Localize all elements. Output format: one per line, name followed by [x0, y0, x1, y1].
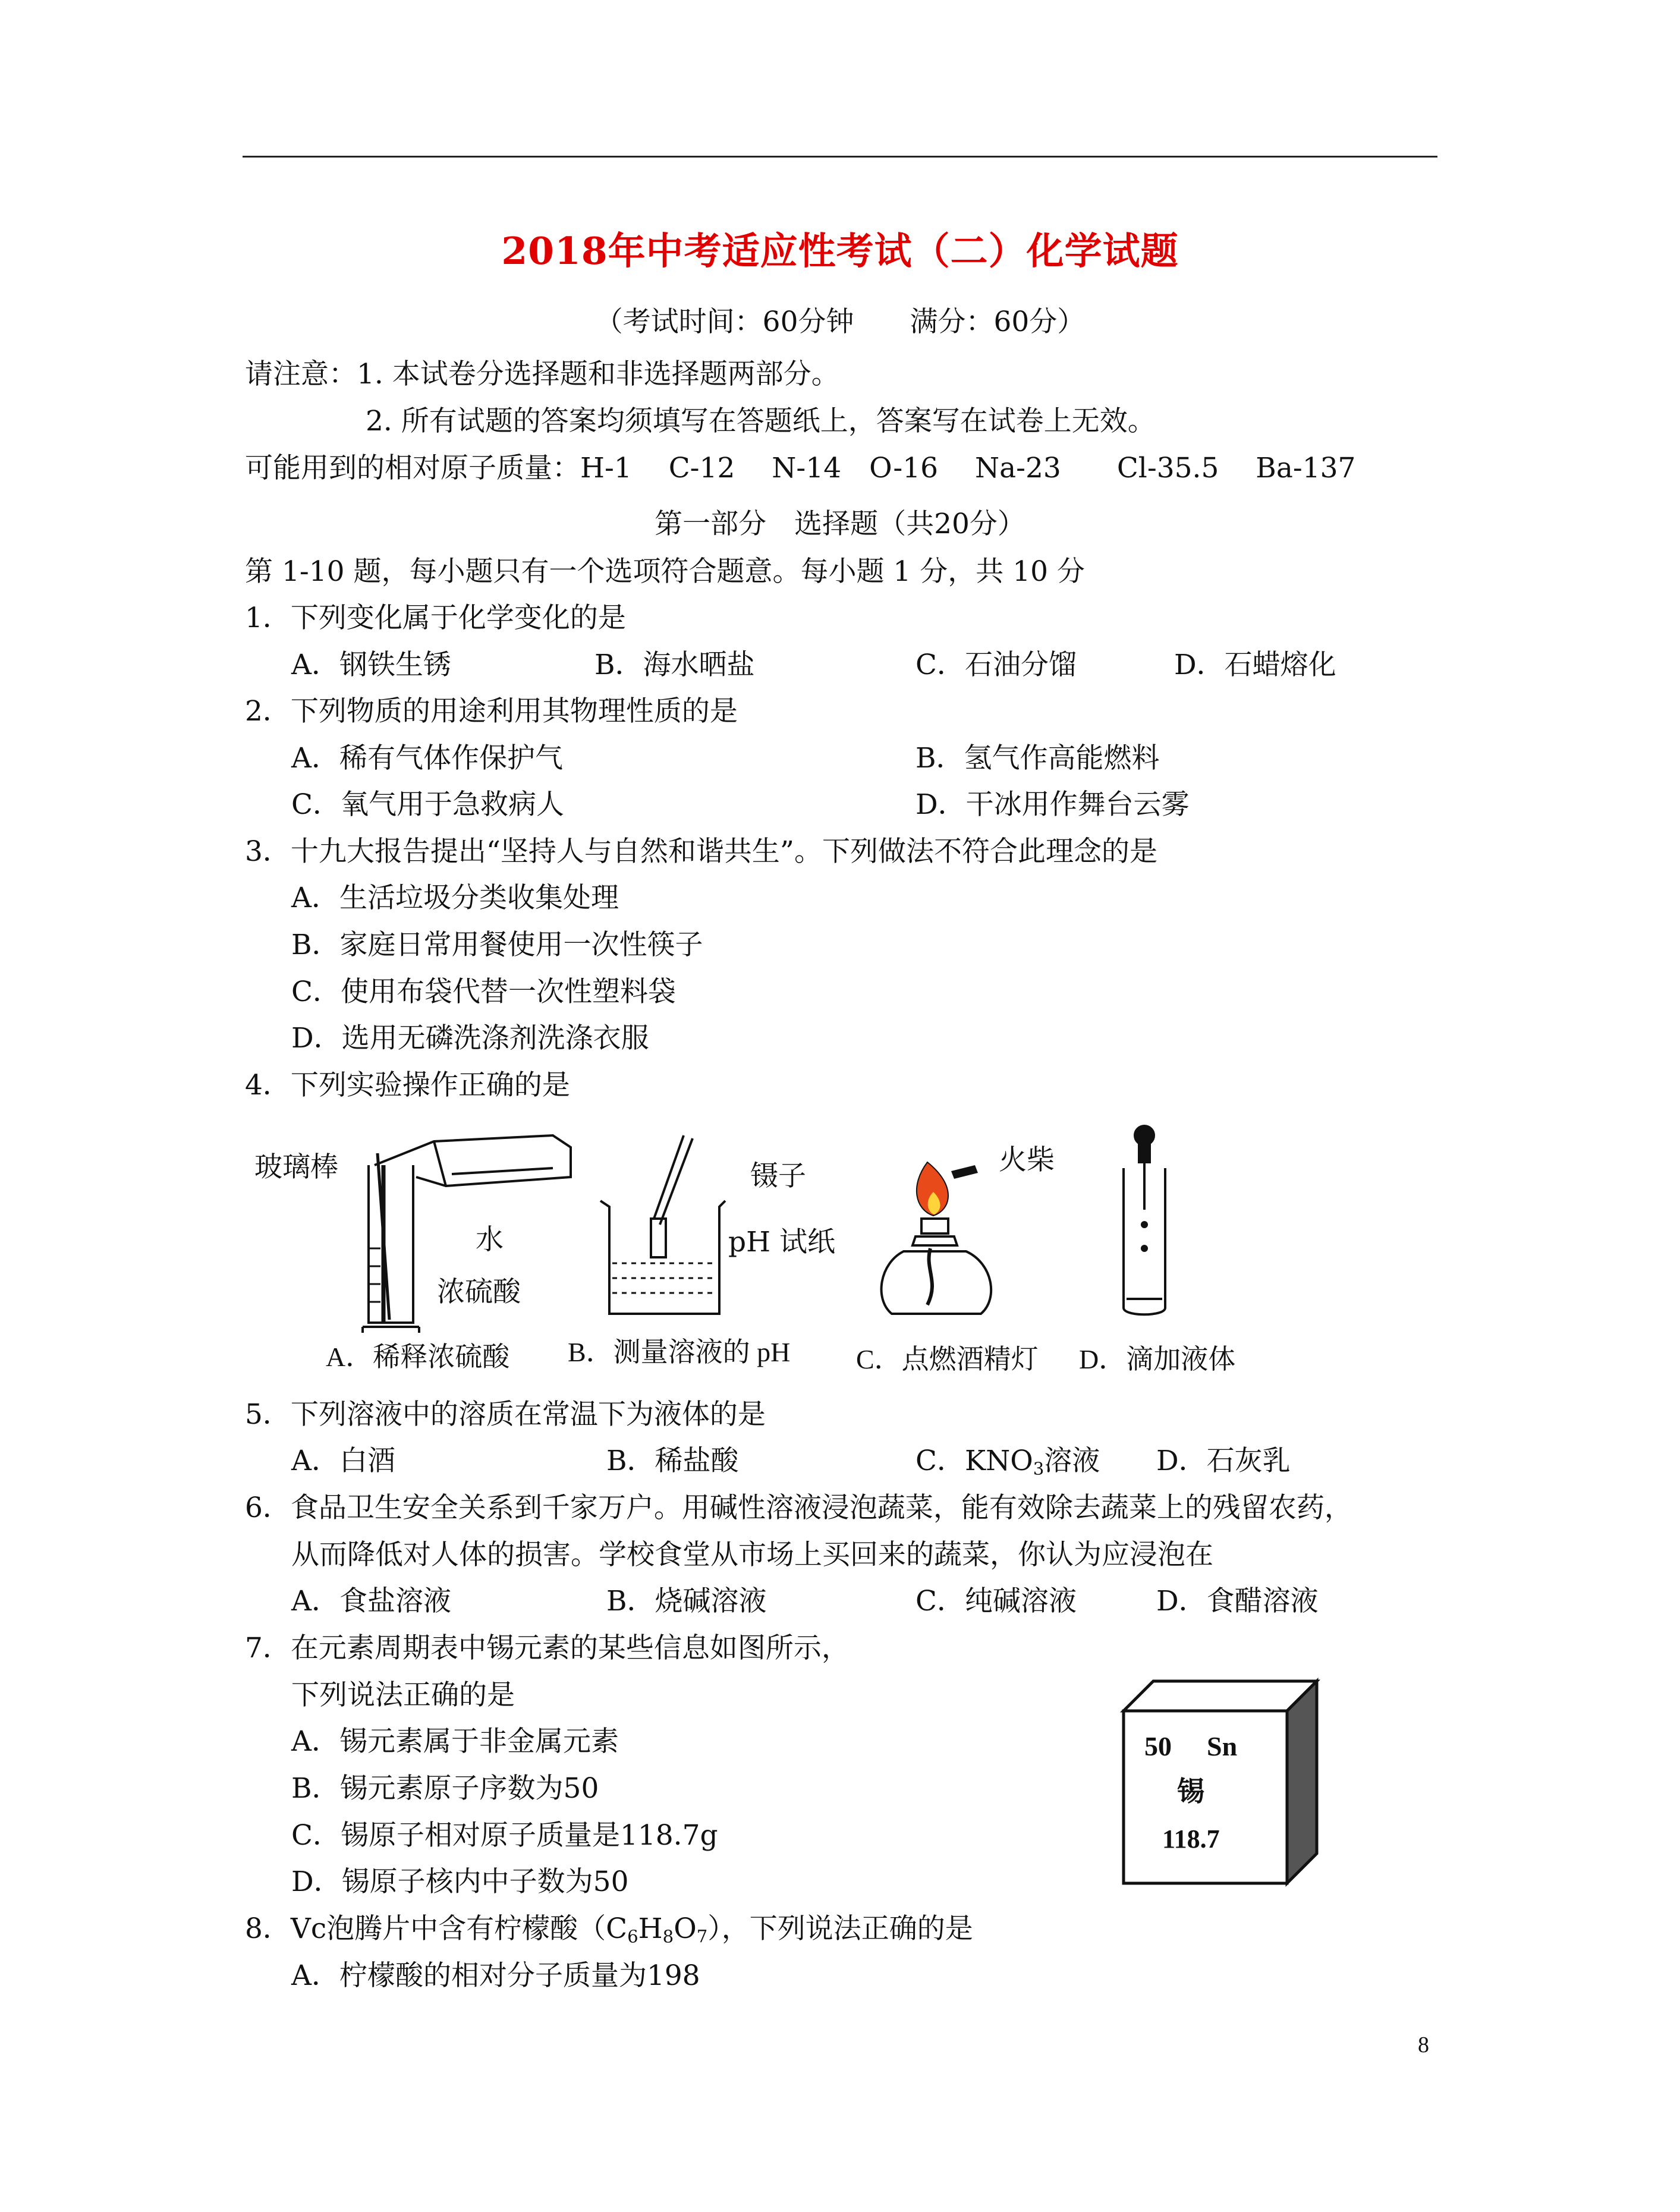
q3-option-b: B．家庭日常用餐使用一次性筷子: [291, 929, 703, 961]
q8-stem: 8．Vc泡腾片中含有柠檬酸$(C_6H_8O_7)$，下列说法正确的是: [245, 1912, 973, 1947]
q6-option-b: B．烧碱溶液: [606, 1585, 767, 1618]
q5-option-d: D．石灰乳: [1156, 1445, 1291, 1477]
figure-dropper: [1106, 1121, 1183, 1323]
q2-option-a: A．稀有气体作保护气: [291, 742, 563, 775]
exam-subtitle: （考试时间：60分钟 满分：60分）: [594, 306, 1086, 338]
q4-option-b: B．测量溶液的 pH: [568, 1337, 791, 1367]
q7-option-b: B．锡元素原子序数为50: [291, 1772, 599, 1805]
q4-stem: 4．下列实验操作正确的是: [245, 1069, 570, 1102]
q7-option-d: D．锡原子核内中子数为50: [291, 1865, 629, 1898]
q4-option-c: C．点燃酒精灯: [856, 1344, 1039, 1374]
q5-option-c: C．$KNO_3$溶液: [915, 1445, 1100, 1479]
page-number: 8: [1418, 2032, 1429, 2057]
q4-option-d: D．滴加液体: [1079, 1344, 1236, 1374]
q1-option-b: B．海水晒盐: [594, 649, 755, 681]
q2-stem: 2．下列物质的用途利用其物理性质的是: [245, 695, 738, 728]
q1-option-c: C．石油分馏: [915, 649, 1077, 681]
q6-option-c: C．纯碱溶液: [915, 1585, 1077, 1618]
element-number: 50: [1144, 1731, 1172, 1761]
q3-option-c: C．使用布袋代替一次性塑料袋: [291, 976, 676, 1008]
section-heading: 第一部分 选择题（共20分）: [655, 508, 1025, 540]
q5-option-b: B．稀盐酸: [606, 1445, 739, 1477]
q6-option-d: D．食醋溶液: [1156, 1585, 1319, 1618]
q4-option-a: A．稀释浓硫酸: [326, 1342, 510, 1372]
section-instruction: 第 1-10 题，每小题只有一个选项符合题意。每小题 1 分，共 10 分: [245, 555, 1085, 588]
q7-stem-line-2: 下列说法正确的是: [291, 1679, 515, 1711]
q8-option-a: A．柠檬酸的相对分子质量为198: [291, 1959, 700, 1992]
element-symbol: Sn: [1207, 1731, 1238, 1761]
exam-title: 2018年中考适应性考试（二）化学试题: [501, 229, 1179, 273]
q2-option-c: C．氧气用于急救病人: [291, 788, 564, 821]
q2-option-b: B．氢气作高能燃料: [915, 742, 1160, 775]
label-conc-acid: 浓硫酸: [437, 1276, 521, 1308]
q1-option-d: D．石蜡熔化: [1174, 649, 1336, 681]
label-match: 火柴: [999, 1144, 1055, 1176]
element-mass: 118.7: [1162, 1824, 1220, 1854]
figure-alcohol-lamp: [868, 1138, 1017, 1335]
q6-stem-line-2: 从而降低对人体的损害。学校食堂从市场上买回来的蔬菜，你认为应浸泡在: [291, 1538, 1213, 1571]
q2-option-d: D．干冰用作舞台云雾: [915, 788, 1190, 821]
q1-stem: 1．下列变化属于化学变化的是: [245, 602, 626, 634]
q5-option-a: A．白酒: [291, 1445, 395, 1477]
q7-stem-line-1: 7．在元素周期表中锡元素的某些信息如图所示，: [245, 1632, 850, 1664]
q3-option-d: D．选用无磷洗涤剂洗涤衣服: [291, 1022, 649, 1055]
figure-element-tin: [1118, 1675, 1332, 1889]
q6-stem-line-1: 6．食品卫生安全关系到千家万户。用碱性溶液浸泡蔬菜，能有效除去蔬菜上的残留农药，: [245, 1492, 1352, 1524]
q7-option-c: C．锡原子相对原子质量是118.7g: [291, 1819, 718, 1852]
q7-option-a: A．锡元素属于非金属元素: [291, 1725, 619, 1758]
label-glass-rod: 玻璃棒: [254, 1151, 338, 1184]
header-rule: [243, 156, 1437, 158]
q3-option-a: A．生活垃圾分类收集处理: [291, 882, 619, 914]
element-name: 锡: [1177, 1775, 1204, 1807]
label-tweezers: 镊子: [750, 1160, 806, 1192]
q3-stem: 3．十九大报告提出“坚持人与自然和谐共生”。下列做法不符合此理念的是: [245, 835, 1157, 868]
note-2: 2. 所有试题的答案均须填写在答题纸上，答案写在试卷上无效。: [366, 405, 1156, 438]
q1-option-a: A．钢铁生锈: [291, 649, 451, 681]
label-ph-paper: pH 试纸: [728, 1226, 836, 1258]
atomic-masses: 可能用到的相对原子质量：H-1 C-12 N-14 O-16 Na-23 Cl-35.5 Ba-137: [245, 452, 1356, 484]
label-water: 水: [476, 1223, 504, 1256]
q6-option-a: A．食盐溶液: [291, 1585, 451, 1618]
q5-stem: 5．下列溶液中的溶质在常温下为液体的是: [245, 1398, 766, 1431]
note-1: 请注意：1. 本试卷分选择题和非选择题两部分。: [245, 358, 839, 391]
